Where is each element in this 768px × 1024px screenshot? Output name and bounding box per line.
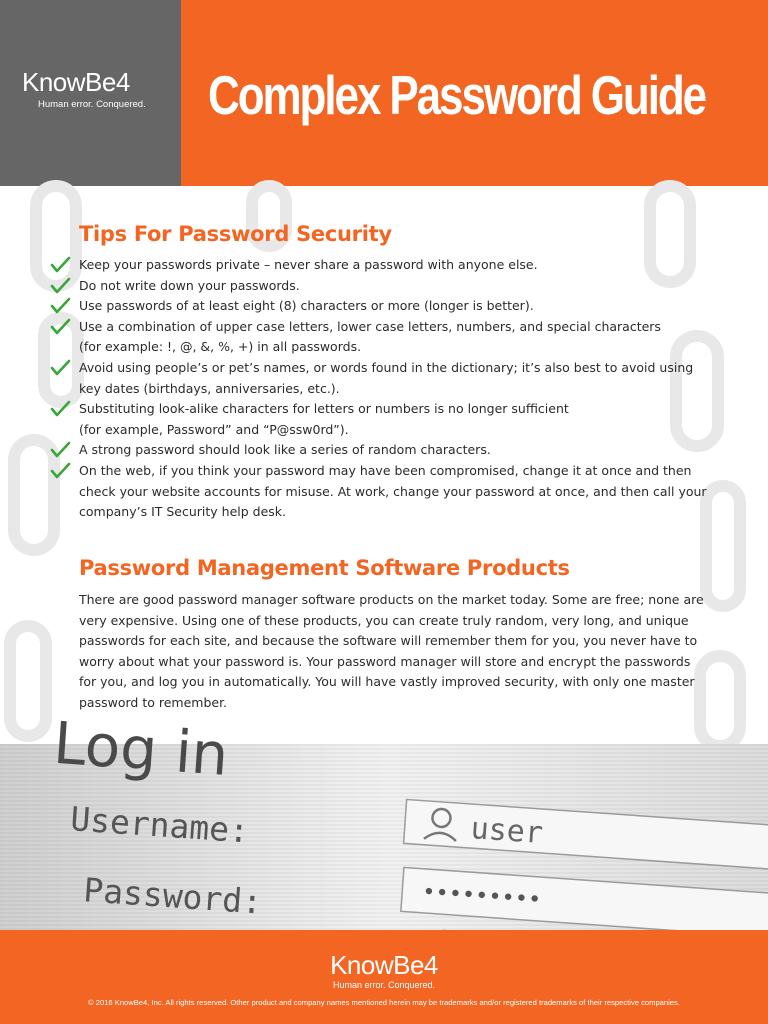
check-icon (50, 277, 71, 295)
paragraph-line: for you, and log you in automatically. You will have vastly improved security, with only one master (79, 674, 695, 690)
tip-line: Use passwords of at least eight (8) characters or more (longer is better). (79, 298, 534, 314)
tip-line: Do not write down your passwords. (79, 277, 300, 293)
check-icon (50, 359, 71, 377)
password-label: Password: (82, 870, 264, 922)
footer-tagline: Human error. Conquered. (332, 980, 436, 990)
login-photo-image (0, 708, 768, 930)
login-heading: Log in (51, 708, 231, 789)
tip-line: (for example, Password” and “P@ssw0rd”). (79, 421, 349, 437)
tips-heading: Tips For Password Security (79, 222, 392, 246)
logo-tagline: Human error. Conquered. (38, 99, 146, 110)
tip-item (79, 399, 749, 440)
logo-block (0, 0, 181, 186)
tip-line: (for example: !, @, &, %, +) in all passwords. (79, 339, 362, 355)
tip-line: A strong password should look like a series of random characters. (79, 442, 491, 458)
login-photo (0, 708, 768, 930)
tip-item (79, 296, 749, 317)
footer (0, 930, 768, 1024)
check-icon (50, 318, 71, 336)
knowbe4-logo: KnowBe4 (22, 67, 130, 97)
tip-item (79, 440, 749, 461)
check-icon (50, 297, 71, 315)
tip-line: Avoid using people’s or pet’s names, or words found in the dictionary; it’s also best to avoid using (79, 359, 694, 375)
paragraph-line: password to remember. (79, 694, 228, 710)
tips-list (79, 255, 749, 523)
tip-line: company’s IT Security help desk. (79, 504, 287, 520)
paragraph-line: very expensive. Using one of these products, you can create truly random, very long, and unique (79, 612, 689, 628)
paragraph-line: passwords for each site, and because the software will remember them for you, you never have to (79, 633, 698, 649)
password-value: ••••••••• (421, 879, 543, 914)
tip-line: check your website accounts for misuse. At work, change your password at once, and then call your (79, 483, 707, 499)
username-label: Username: (69, 799, 251, 851)
tip-line: On the web, if you think your password may have been compromised, change it at once and then (79, 462, 692, 478)
tip-item (79, 317, 749, 358)
check-icon (50, 400, 71, 418)
tip-item (79, 255, 749, 276)
tip-line: Keep your passwords private – never share a password with anyone else. (79, 257, 538, 272)
tip-line: key dates (birthdays, anniversaries, etc.). (79, 380, 340, 396)
tip-item (79, 358, 749, 399)
paragraph-line: There are good password manager software products on the market today. Some are free; none are (79, 592, 704, 607)
paragraph-line: worry about what your password is. Your password manager will store and encrypt the passwords (79, 653, 691, 669)
software-paragraph (79, 590, 739, 714)
copyright-notice: © 2016 KnowBe4, Inc. All rights reserved. Other product and company names mentioned herein may be trademarks and/or registered trademarks of their respective companies. (88, 998, 680, 1007)
check-icon (50, 462, 71, 480)
check-icon (50, 256, 71, 274)
header-banner (0, 0, 768, 186)
page-title: Complex Password Guide (208, 64, 706, 126)
tip-line: Use a combination of upper case letters, lower case letters, numbers, and special characters (79, 318, 661, 334)
software-heading: Password Management Software Products (79, 556, 570, 580)
check-icon (50, 441, 71, 459)
tip-item (79, 461, 749, 523)
tip-line: Substituting look-alike characters for letters or numbers is no longer sufficient (79, 401, 569, 417)
footer-logo: KnowBe4 (330, 950, 438, 980)
username-value: user (469, 811, 545, 852)
tip-item (79, 276, 749, 297)
